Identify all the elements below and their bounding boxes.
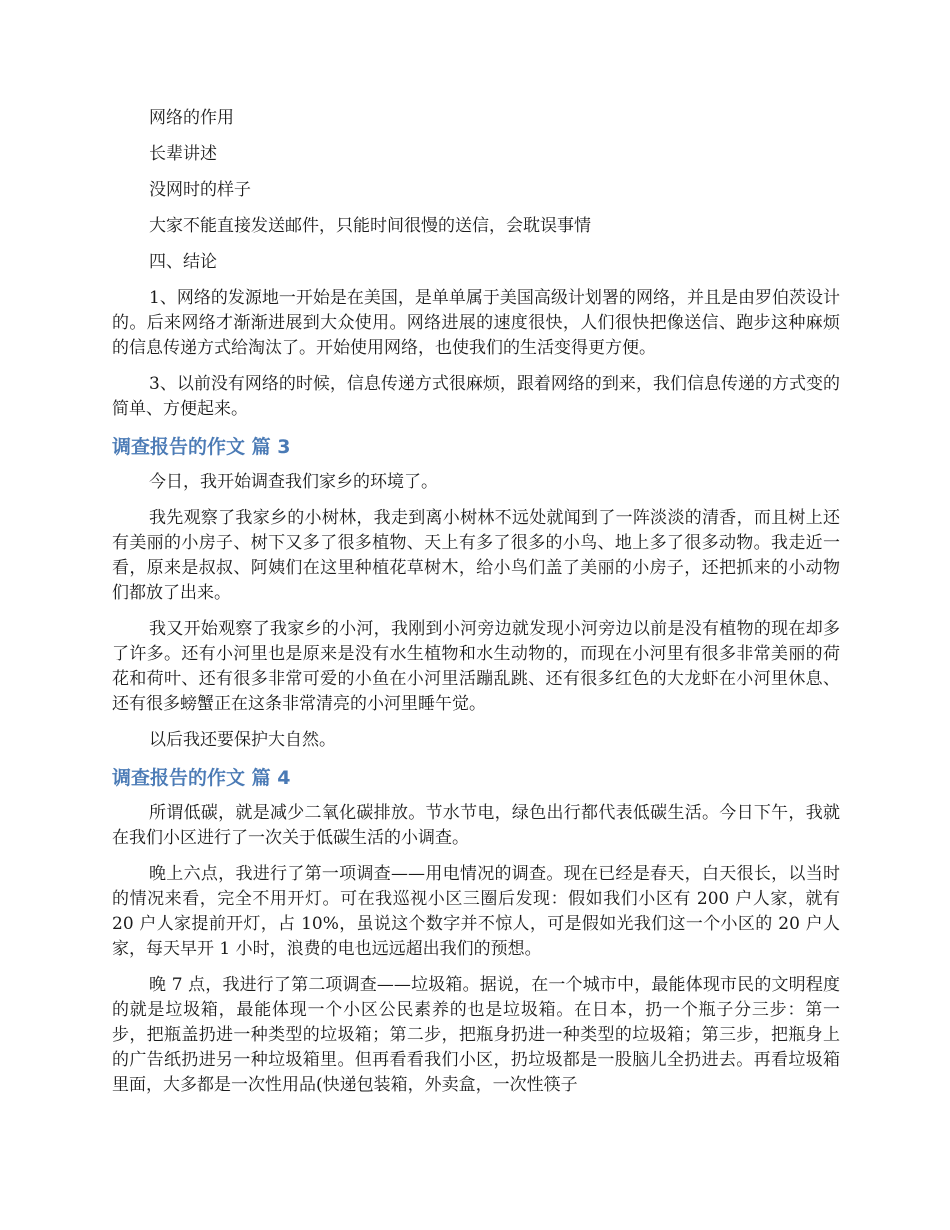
line-no-email: 大家不能直接发送邮件，只能时间很慢的送信，会耽误事情	[149, 216, 591, 236]
section-4-paragraph: 晚 7 点，我进行了第二项调查——垃圾箱。据说，在一个城市中，最能体现市民的文明程度的就是垃圾箱，最能体现一个小区公民素养的也是垃圾箱。在日本，扔一个瓶子分三步：第一步，把瓶盖扔进一种类型的垃圾箱；第二步，把瓶身扔进一种类型的垃圾箱；第三步，把瓶身上的广告纸扔进另一种垃圾箱里。但再看看我们小区，扔垃圾都是一股脑儿全扔进去。再看垃圾箱里面，大多都是一次性用品(快递包装箱，外卖盒，一次性筷子	[112, 975, 840, 1095]
section-3-paragraph: 我先观察了我家乡的小树林，我走到离小树林不远处就闻到了一阵淡淡的清香，而且树上还有美丽的小房子、树下又多了很多植物、天上有多了很多的小鸟、地上多了很多动物。我走近一看，原来是叔叔、阿姨们在这里种植花草树木，给小鸟们盖了美丽的小房子，还把抓来的小动物们都放了出来。	[112, 508, 840, 603]
line-no-network: 没网时的样子	[149, 180, 251, 200]
line-conclusion-title: 四、结论	[149, 252, 217, 272]
line-network-role: 网络的作用	[149, 108, 234, 128]
document-body	[112, 106, 840, 1109]
section-3-heading: 调查报告的作文 篇 3	[112, 436, 291, 458]
section-3-paragraph: 今日，我开始调查我们家乡的环境了。	[149, 472, 438, 492]
section-3-paragraph: 以后我还要保护大自然。	[149, 730, 336, 750]
line-elder-narration: 长辈讲述	[149, 144, 217, 164]
conclusion-paragraph-3: 3、以前没有网络的时候，信息传递方式很麻烦，跟着网络的到来，我们信息传递的方式变的简单、方便起来。	[112, 374, 840, 419]
section-4-paragraph: 所谓低碳，就是减少二氧化碳排放。节水节电，绿色出行都代表低碳生活。今日下午，我就在我们小区进行了一次关于低碳生活的小调查。	[112, 803, 840, 848]
section-3-paragraph: 我又开始观察了我家乡的小河，我刚到小河旁边就发现小河旁边以前是没有植物的现在却多了许多。还有小河里也是原来是没有水生植物和水生动物的，而现在小河里有很多非常美丽的荷花和荷叶、还有很多非常可爱的小鱼在小河里活蹦乱跳、还有很多红色的大龙虾在小河里休息、还有很多螃蟹正在这条非常清亮的小河里睡午觉。	[112, 619, 840, 714]
conclusion-paragraph-1: 1、网络的发源地一开始是在美国，是单单属于美国高级计划署的网络，并且是由罗伯茨设计的。后来网络才渐渐进展到大众使用。网络进展的速度很快，人们很快把像送信、跑步这种麻烦的信息传递方式给淘汰了。开始使用网络，也使我们的生活变得更方便。	[112, 288, 840, 358]
section-4-heading: 调查报告的作文 篇 4	[112, 767, 291, 789]
section-4-paragraph: 晚上六点，我进行了第一项调查——用电情况的调查。现在已经是春天，白天很长，以当时的情况来看，完全不用开灯。可在我巡视小区三圈后发现：假如我们小区有 200 户人家，就有 20 户人家提前开灯，占 10%，虽说这个数字并不惊人，可是假如光我们这一个小区的 20 户人家，每天早开 1 小时，浪费的电也远远超出我们的预想。	[112, 864, 840, 959]
